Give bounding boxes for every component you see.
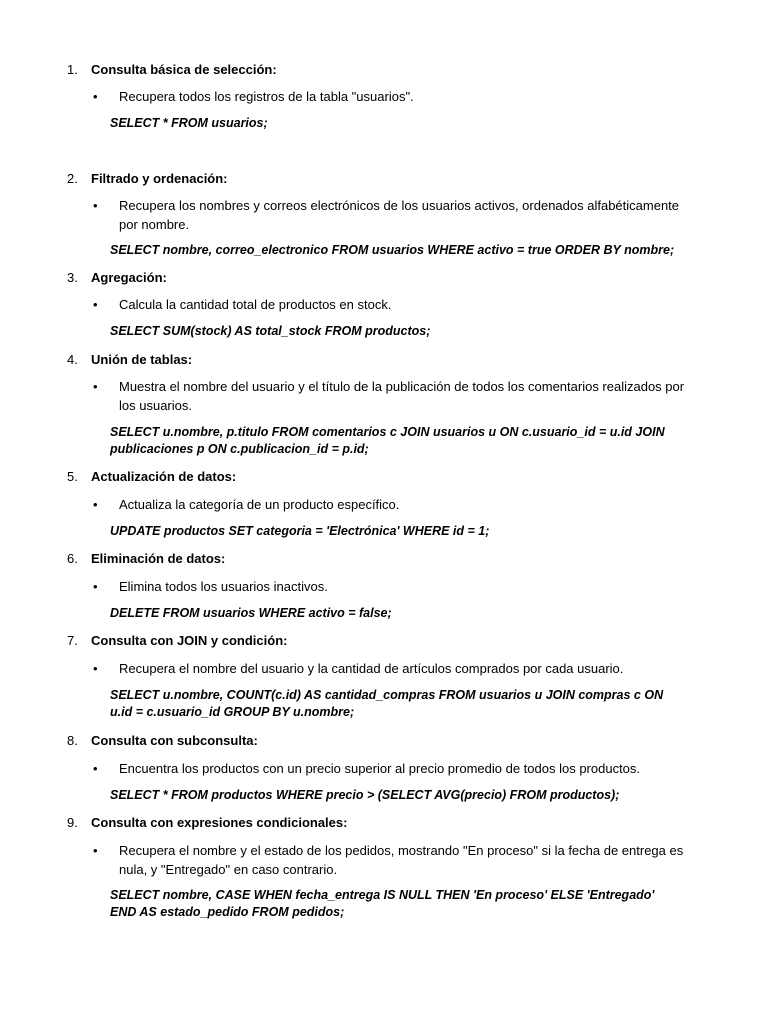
bullet-icon: • [93,89,98,104]
item-title: Consulta básica de selección: [91,62,277,77]
item-title: Consulta con JOIN y condición: [91,633,288,648]
item-number: 2. [67,171,78,186]
bullet-icon: • [93,761,98,776]
item-description: Recupera el nombre y el estado de los pedidos, mostrando "En proceso" si la fecha de entrega es nula, y "Entregado" en caso contrario. [119,843,684,877]
item-number: 6. [67,551,78,566]
item-number: 3. [67,270,78,285]
item-number: 7. [67,633,78,648]
item-title: Unión de tablas: [91,352,193,367]
item-title: Filtrado y ordenación: [91,171,228,186]
sql-code: SELECT u.nombre, COUNT(c.id) AS cantidad_compras FROM usuarios u JOIN compras c ON u.id = c.usuario_id GROUP BY u.nombre; [110,688,664,719]
bullet-icon: • [93,497,98,512]
bullet-icon: • [93,297,98,312]
item-number: 9. [67,815,78,830]
item-title: Consulta con expresiones condicionales: [91,815,348,830]
item-number: 4. [67,352,78,367]
item-number: 8. [67,733,78,748]
item-description: Elimina todos los usuarios inactivos. [119,579,328,594]
item-description: Recupera el nombre del usuario y la cantidad de artículos comprados por cada usuario. [119,661,624,676]
item-description: Calcula la cantidad total de productos en stock. [119,297,392,312]
sql-code: SELECT SUM(stock) AS total_stock FROM productos; [110,324,431,338]
item-title: Actualización de datos: [91,469,237,484]
sql-code: DELETE FROM usuarios WHERE activo = false; [110,606,392,620]
item-description: Encuentra los productos con un precio superior al precio promedio de todos los productos. [119,761,641,776]
item-title: Consulta con subconsulta: [91,733,258,748]
sql-code: SELECT u.nombre, p.titulo FROM comentarios c JOIN usuarios u ON c.usuario_id = u.id JOIN publicaciones p ON c.publicacion_id = p.id; [110,425,665,456]
item-title: Eliminación de datos: [91,551,226,566]
sql-code: SELECT nombre, correo_electronico FROM usuarios WHERE activo = true ORDER BY nombre; [110,243,675,257]
sql-code: SELECT * FROM usuarios; [110,116,268,130]
bullet-icon: • [93,198,98,213]
item-number: 1. [67,62,78,77]
item-number: 5. [67,469,78,484]
item-title: Agregación: [91,270,167,285]
item-description: Muestra el nombre del usuario y el título de la publicación de todos los comentarios realizados por los usuarios. [119,379,685,413]
item-description: Recupera los nombres y correos electrónicos de los usuarios activos, ordenados alfabéticamente por nombre. [119,198,680,232]
sql-code: UPDATE productos SET categoria = 'Electrónica' WHERE id = 1; [110,524,490,538]
bullet-icon: • [93,379,98,394]
sql-code: SELECT * FROM productos WHERE precio > (SELECT AVG(precio) FROM productos); [110,788,620,802]
bullet-icon: • [93,579,98,594]
bullet-icon: • [93,843,98,858]
item-description: Recupera todos los registros de la tabla "usuarios". [119,89,414,104]
sql-code: SELECT nombre, CASE WHEN fecha_entrega IS NULL THEN 'En proceso' ELSE 'Entregado' END AS estado_pedido FROM pedidos; [110,888,655,919]
item-description: Actualiza la categoría de un producto específico. [119,497,400,512]
bullet-icon: • [93,661,98,676]
